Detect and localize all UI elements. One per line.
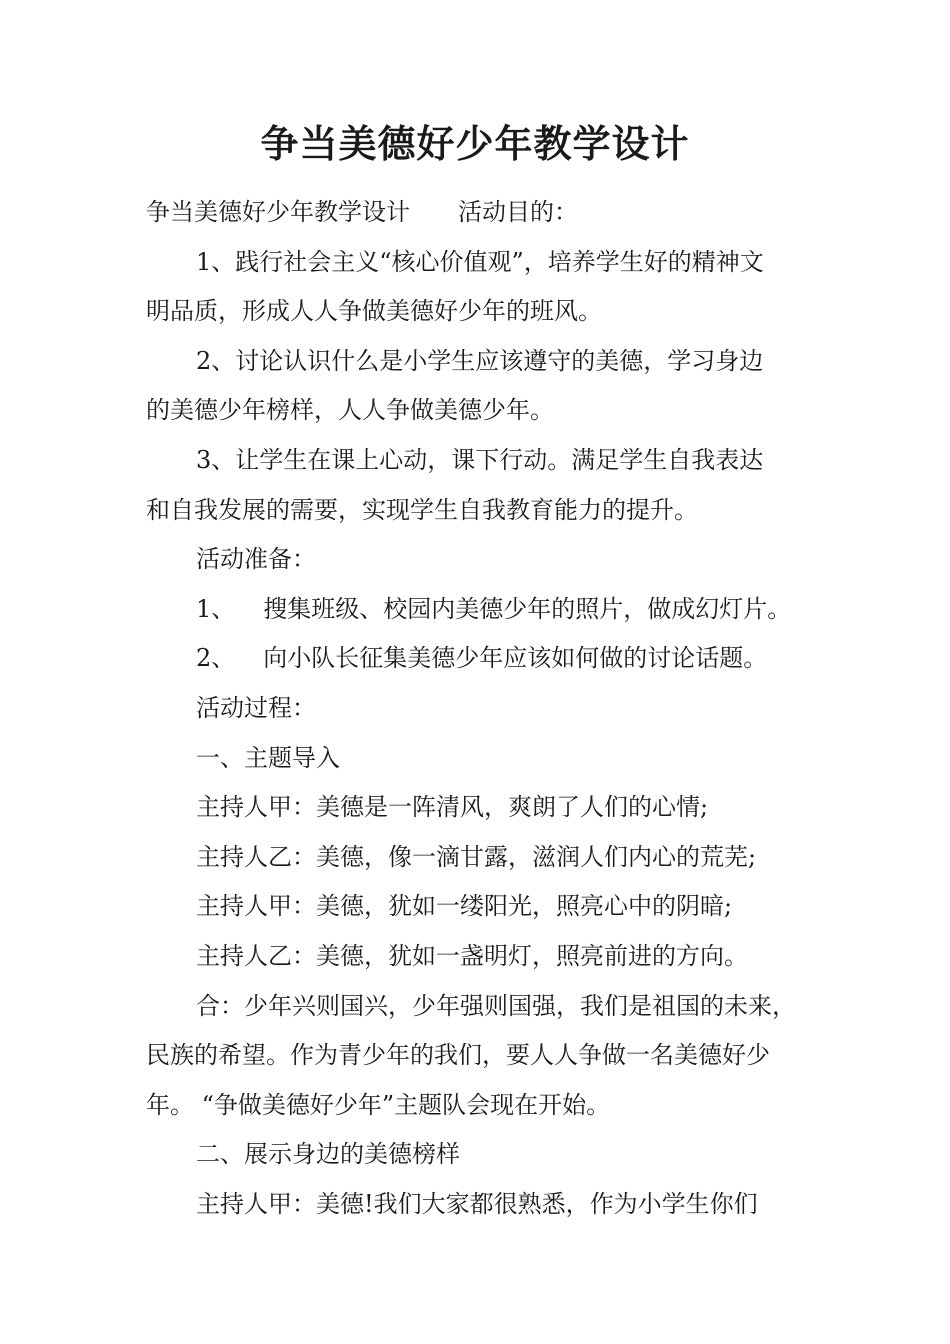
- host-line-4: 主持人乙：美德，犹如一盏明灯，照亮前进的方向。: [196, 941, 748, 970]
- host-line-1: 主持人甲：美德是一阵清风，爽朗了人们的心情;: [196, 793, 709, 822]
- host-line-3: 主持人甲：美德，犹如一缕阳光，照亮心中的阴暗;: [196, 892, 733, 921]
- prep-item-1: [146, 585, 806, 635]
- goal-2-line-b: 的美德少年榜样，人人争做美德少年。: [146, 396, 554, 425]
- prep-item-1-number: 1、: [196, 594, 236, 623]
- prep-item-2-text: 向小队长征集美德少年应该如何做的讨论话题。: [263, 644, 768, 673]
- host-line-2: 主持人乙：美德，像一滴甘露，滋润人们内心的荒芜;: [196, 842, 757, 871]
- goal-1-line-a: 1、践行社会主义“核心价值观”，培养学生好的精神文: [196, 247, 764, 276]
- intro-line: [146, 188, 806, 238]
- prep-heading: 活动准备：: [196, 545, 316, 574]
- goal-1-line-b: 明品质，形成人人争做美德好少年的班风。: [146, 297, 602, 326]
- section-2-heading: 二、展示身边的美德榜样: [196, 1140, 460, 1169]
- together-line-a: 合：少年兴则国兴，少年强则国强，我们是祖国的未来，: [196, 991, 796, 1020]
- together-line-c: 年。 “争做美德好少年”主题队会现在开始。: [146, 1090, 611, 1119]
- prep-item-2-number: 2、: [196, 644, 236, 673]
- document-title: 争当美德好少年教学设计: [260, 122, 690, 166]
- section-1-heading: 一、主题导入: [196, 743, 340, 772]
- intro-left: 争当美德好少年教学设计: [146, 198, 410, 226]
- goal-2-line-a: 2、讨论认识什么是小学生应该遵守的美德，学习身边: [196, 346, 764, 375]
- together-line-b: 民族的希望。作为青少年的我们，要人人争做一名美德好少: [146, 1041, 770, 1070]
- goal-3-line-b: 和自我发展的需要，实现学生自我教育能力的提升。: [146, 495, 698, 524]
- prep-item-2: [146, 634, 806, 684]
- prep-item-1-text: 搜集班级、校园内美德少年的照片，做成幻灯片。: [263, 594, 792, 623]
- goal-3-line-a: 3、让学生在课上心动，课下行动。满足学生自我表达: [196, 445, 764, 474]
- intro-right: 活动目的：: [458, 198, 578, 226]
- document-body: [146, 188, 806, 1229]
- host-line-5: 主持人甲：美德!我们大家都很熟悉，作为小学生你们: [196, 1189, 758, 1218]
- process-heading: 活动过程：: [196, 693, 316, 722]
